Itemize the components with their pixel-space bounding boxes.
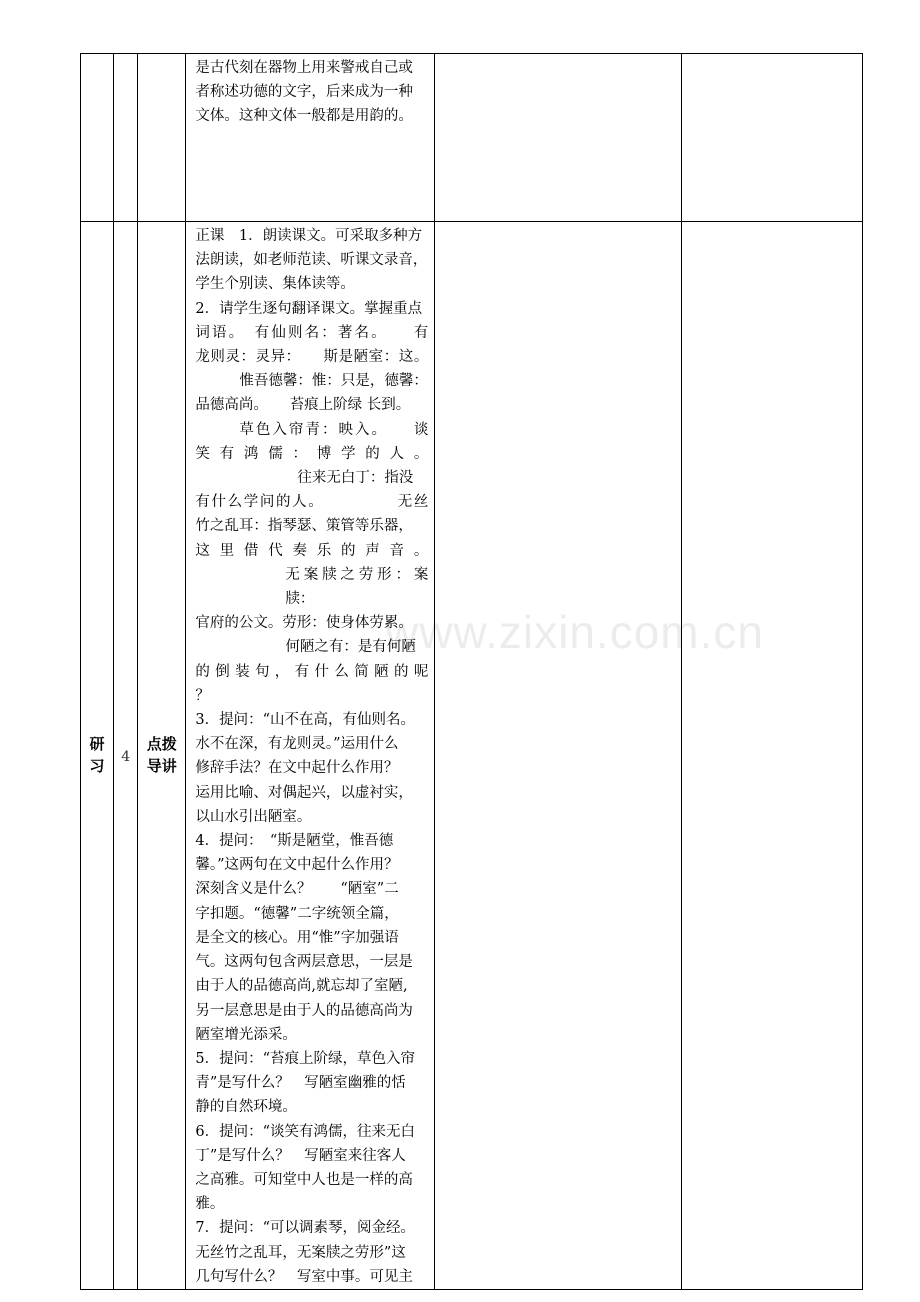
text-line: 静的自然环境。 bbox=[195, 1099, 297, 1116]
text-line: 4．提问： “斯是陋堂，惟吾德 bbox=[195, 833, 394, 850]
text-line: 由于人的品德高尚,就忘却了室陋, bbox=[195, 978, 408, 995]
text-line: 深刻含义是什么？ “陋室”二 bbox=[195, 881, 399, 898]
text-line: 学生个别读、集体读等。 bbox=[195, 276, 355, 293]
text-line: 3．提问：“山不在高，有仙则名。 bbox=[195, 712, 416, 729]
text-line: 惟吾德馨：惟：只是，德馨： bbox=[239, 373, 428, 390]
watermark-text: www.zixin.com.cn bbox=[385, 606, 764, 658]
teacher-activity-text bbox=[186, 54, 434, 129]
teacher-activity-cell bbox=[186, 54, 435, 222]
text-line: 字扣题。“德馨”二字统领全篇， bbox=[195, 905, 399, 922]
text-line: 何陋之有：是有何陋 bbox=[285, 639, 416, 656]
text-line: 有什么学问的人。 无丝 bbox=[195, 494, 429, 511]
text-line: 陋室增光添采。 bbox=[195, 1026, 297, 1043]
table-row-continuation bbox=[81, 54, 863, 222]
text-line: 的 倒 装 句 ， 有 什 么 简 陋 的 呢 ？ bbox=[195, 663, 429, 704]
text-line: 笑 有 鸿 儒 ： 博 学 的 人 。 bbox=[195, 445, 429, 462]
minutes-value: 4 bbox=[121, 748, 131, 765]
notes-cell bbox=[682, 222, 863, 1290]
text-line: 词语。 有仙则名：著名。 有 bbox=[195, 324, 429, 341]
text-line: 之高雅。可知堂中人也是一样的高 bbox=[195, 1171, 413, 1188]
text-line: 修辞手法？在文中起什么作用？ bbox=[195, 760, 399, 777]
text-line: 品德高尚。 苔痕上阶绿 长到。 bbox=[195, 397, 411, 414]
teacher-activity-cell bbox=[186, 222, 435, 1290]
text-line: 正课 1．朗读课文。可采取多种方 bbox=[195, 228, 423, 244]
text-line: 是全文的核心。用“惟”字加强语 bbox=[195, 929, 399, 946]
table-row-study bbox=[81, 222, 863, 1290]
text-line: 草色入帘青：映入。 谈 bbox=[239, 421, 429, 438]
text-line: 青”是写什么？ 写陋室幽雅的恬 bbox=[195, 1075, 406, 1092]
text-line: 竹之乱耳：指琴瑟、策管等乐器， bbox=[195, 518, 413, 535]
notes-cell bbox=[682, 54, 863, 222]
text-line: 水不在深，有龙则灵。”运用什么 bbox=[195, 736, 399, 753]
text-line: 龙则灵：灵异： 斯是陋室：这。 bbox=[195, 349, 429, 366]
text-line: 者称述功德的文字，后来成为一种 bbox=[195, 84, 413, 101]
text-line: 丁”是写什么？ 写陋室来往客人 bbox=[195, 1147, 406, 1164]
text-line: 文体。这种文体一般都是用韵的。 bbox=[195, 108, 413, 125]
text-line: 无丝竹之乱耳，无案牍之劳形”这 bbox=[195, 1244, 406, 1261]
student-activity-cell bbox=[435, 222, 682, 1290]
section-cell bbox=[81, 222, 114, 1290]
text-line: 无案牍之劳形：案牍： bbox=[285, 566, 429, 608]
text-line: 往来无白丁：指没 bbox=[297, 470, 414, 487]
text-line: 以山水引出陋室。 bbox=[195, 808, 312, 825]
text-line: 这 里 借 代 奏 乐 的 声 音 。 bbox=[195, 542, 429, 559]
text-line: 5．提问：“苔痕上阶绿，草色入帘 bbox=[195, 1050, 416, 1067]
text-line: 馨。”这两句在文中起什么作用？ bbox=[195, 857, 399, 874]
section-label: 研 习 bbox=[89, 735, 105, 776]
text-line: 官府的公文。劳形：使身体劳累。 bbox=[195, 615, 413, 632]
step-cell bbox=[138, 222, 186, 1290]
text-line: 6．提问：“谈笑有鸿儒，往来无白 bbox=[195, 1123, 416, 1140]
section-cell bbox=[81, 54, 114, 222]
teacher-activity-text bbox=[186, 222, 434, 1289]
step-label: 点拨 导讲 bbox=[146, 735, 177, 776]
text-line: 2．请学生逐句翻译课文。掌握重点 bbox=[195, 300, 423, 317]
minutes-cell bbox=[114, 54, 138, 222]
minutes-cell bbox=[114, 222, 138, 1290]
text-line: 雅。 bbox=[195, 1196, 225, 1213]
lesson-plan-table bbox=[80, 53, 863, 1290]
text-line: 运用比喻、对偶起兴，以虚衬实， bbox=[195, 784, 413, 801]
text-line: 几句写什么？ 写室中事。可见主 bbox=[195, 1268, 413, 1285]
step-cell bbox=[138, 54, 186, 222]
text-line: 另一层意思是由于人的品德高尚为 bbox=[195, 1002, 413, 1019]
text-line: 气。这两句包含两层意思，一层是 bbox=[195, 954, 413, 971]
text-line: 是古代刻在器物上用来警戒自己或 bbox=[195, 60, 413, 76]
student-activity-cell bbox=[435, 54, 682, 222]
text-line: 法朗读，如老师范读、听课文录音， bbox=[195, 252, 428, 269]
text-line: 7．提问：“可以调素琴，阅金经。 bbox=[195, 1220, 416, 1237]
